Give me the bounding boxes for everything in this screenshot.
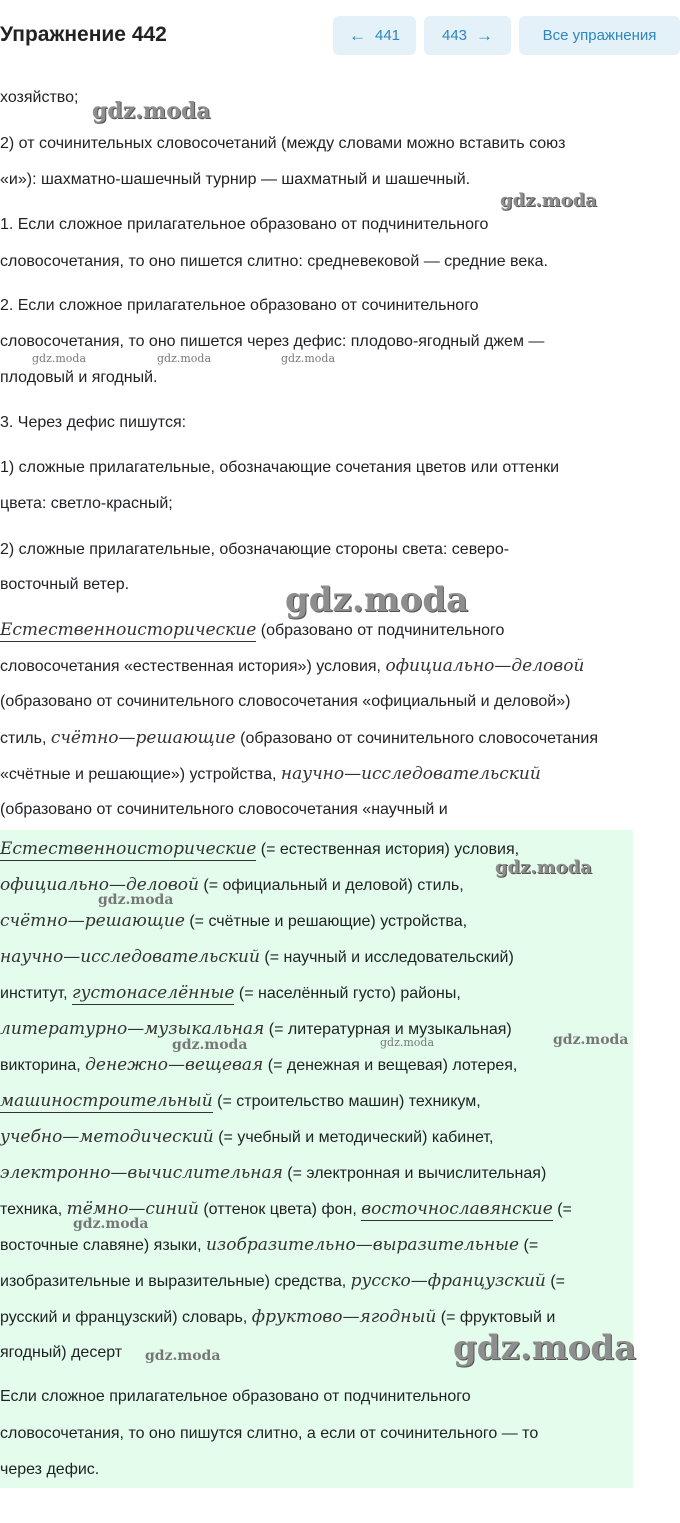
analysis-line — [0, 764, 541, 784]
watermark-logo: gdz.moda — [32, 352, 87, 365]
answer-text: (= — [545, 1273, 565, 1290]
watermark-logo: gdz.moda — [500, 190, 597, 211]
answer-text: (= научный и исследовательский) — [259, 949, 514, 966]
theory-line: 2) от сочинительных словосочетаний (между словами можно вставить союз — [0, 135, 566, 152]
analysis-text: (образовано от подчинительного — [256, 622, 505, 639]
answer-line: ягодный) десерт — [0, 1344, 123, 1361]
word-marked: официально—деловой — [0, 875, 199, 895]
answer-line — [0, 1127, 493, 1147]
word-marked: густонаселённые — [72, 983, 235, 1003]
prev-exercise-label: 441 — [374, 27, 401, 44]
exercise-header — [0, 0, 680, 66]
word-marked: денежно—вещевая — [85, 1055, 264, 1075]
answer-text: (= учебный и методический) кабинет, — [213, 1129, 494, 1146]
word-marked: русско—французский — [350, 1271, 546, 1291]
word-marked: Естественноисторические — [0, 839, 257, 859]
answer-line — [0, 947, 514, 967]
answer-line — [0, 1163, 546, 1183]
all-exercises-label: Все упражнения — [542, 27, 657, 44]
word-marked: литературно—музыкальная — [0, 1019, 265, 1039]
watermark-logo: gdz.moda — [92, 98, 211, 124]
theory-line: 1. Если сложное прилагательное образовано от подчинительного — [0, 216, 489, 233]
answer-text: изобразительные и выразительные) средства, — [0, 1273, 351, 1290]
arrow-right-icon: → — [476, 25, 494, 45]
answer-text: (= литературная и музыкальная) — [264, 1021, 512, 1038]
word-marked: Естественноисторические — [0, 620, 257, 640]
theory-line: цвета: светло-красный; — [0, 495, 173, 512]
answer-text: (= денежная и вещевая) лотерея, — [263, 1057, 518, 1074]
answer-line — [0, 1055, 517, 1075]
page-title: Упражнение 442 — [0, 23, 167, 46]
watermark-logo: gdz.moda — [495, 857, 592, 878]
word-marked: счётно—решающие — [50, 728, 236, 748]
answer-text: русский и французский) словарь, — [0, 1309, 252, 1326]
theory-line: «и»): шахматно-шашечный турнир — шахматный и шашечный. — [0, 171, 471, 188]
answer-text: (= — [519, 1237, 539, 1254]
prev-exercise-button[interactable] — [333, 16, 416, 55]
watermark-logo: gdz.moda — [453, 1328, 637, 1368]
word-marked: научно—исследовательский — [280, 764, 541, 784]
analysis-line — [0, 620, 504, 640]
watermark-logo: gdz.moda — [285, 580, 469, 620]
watermark-logo: gdz.moda — [145, 1348, 221, 1364]
analysis-text: «счётные и решающие») устройства, — [0, 766, 281, 783]
watermark-logo: gdz.moda — [172, 1037, 248, 1053]
word-marked: изобразительно—выразительные — [205, 1235, 520, 1255]
answer-line — [0, 875, 464, 895]
answer-line — [0, 1271, 565, 1291]
theory-line: словосочетания, то оно пишется через дефис: плодово-ягодный джем — — [0, 333, 545, 350]
theory-line: 2. Если сложное прилагательное образовано от сочинительного — [0, 297, 479, 314]
answer-text: институт, — [0, 985, 72, 1002]
next-exercise-label: 443 — [441, 27, 468, 44]
word-marked: учебно—методический — [0, 1127, 214, 1147]
answer-text: восточные славяне) языки, — [0, 1237, 206, 1254]
answer-text: (= официальный и деловой) стиль, — [198, 877, 464, 894]
analysis-text: стиль, — [0, 730, 51, 747]
answer-text: (= счётные и решающие) устройства, — [184, 913, 468, 930]
analysis-line: (образовано от сочинительного словосочетания «официальный и деловой») — [0, 693, 571, 710]
word-marked: тёмно—синий — [66, 1199, 199, 1219]
word-marked: электронно—вычислительная — [0, 1163, 283, 1183]
theory-line: 3. Через дефис пишутся: — [0, 414, 187, 431]
answer-text: (оттенок цвета) фон, — [198, 1201, 362, 1218]
answer-text: викторина, — [0, 1057, 86, 1074]
theory-line: 2) сложные прилагательные, обозначающие стороны света: северо- — [0, 541, 510, 558]
answer-text: (= естественная история) условия, — [256, 841, 520, 858]
next-exercise-button[interactable] — [424, 16, 511, 55]
word-marked: официально—деловой — [385, 656, 585, 676]
word-marked: научно—исследовательский — [0, 947, 260, 967]
conclusion-line: через дефис. — [0, 1461, 100, 1478]
watermark-logo: gdz.moda — [98, 892, 174, 908]
answer-text: (= фруктовый и — [436, 1309, 556, 1326]
analysis-line — [0, 728, 598, 748]
answer-text: (= строительство машин) техникум, — [212, 1093, 481, 1110]
answer-text: (= электронная и вычислительная) — [282, 1165, 547, 1182]
conclusion-line: словосочетания, то оно пишутся слитно, а если от сочинительного — то — [0, 1425, 539, 1442]
analysis-line: (образовано от сочинительного словосочетания «научный и — [0, 801, 448, 818]
answer-text: техника, — [0, 1201, 67, 1218]
analysis-line — [0, 656, 584, 676]
watermark-logo: gdz.moda — [73, 1216, 149, 1232]
watermark-logo: gdz.moda — [281, 352, 336, 365]
watermark-logo: gdz.moda — [157, 352, 212, 365]
theory-line: хозяйство; — [0, 89, 79, 106]
theory-line: восточный ветер. — [0, 576, 130, 593]
answer-line — [0, 1019, 512, 1039]
answer-line — [0, 911, 467, 931]
answer-line — [0, 1235, 538, 1255]
all-exercises-button[interactable] — [519, 16, 680, 55]
conclusion-line: Если сложное прилагательное образовано от подчинительного — [0, 1388, 471, 1405]
answer-line — [0, 839, 519, 859]
word-marked: счётно—решающие — [0, 911, 185, 931]
word-marked: машиностроительный — [0, 1091, 213, 1111]
answer-line — [0, 1091, 481, 1111]
answer-line — [0, 983, 461, 1003]
theory-line: словосочетания, то оно пишется слитно: средневековой — средние века. — [0, 253, 548, 270]
watermark-logo: gdz.moda — [553, 1032, 629, 1048]
word-marked: восточнославянские — [361, 1199, 553, 1219]
arrow-left-icon: ← — [348, 25, 366, 45]
theory-line: плодовый и ягодный. — [0, 369, 158, 386]
analysis-text: (образовано от сочинительного словосочетания — [235, 730, 599, 747]
answer-text: (= населённый густо) районы, — [234, 985, 461, 1002]
watermark-logo: gdz.moda — [380, 1036, 435, 1049]
answer-line — [0, 1307, 555, 1327]
answer-text: (= — [552, 1201, 572, 1218]
theory-line: 1) сложные прилагательные, обозначающие сочетания цветов или оттенки — [0, 459, 560, 476]
analysis-text: словосочетания «естественная история») условия, — [0, 658, 386, 675]
word-marked: фруктово—ягодный — [251, 1307, 437, 1327]
